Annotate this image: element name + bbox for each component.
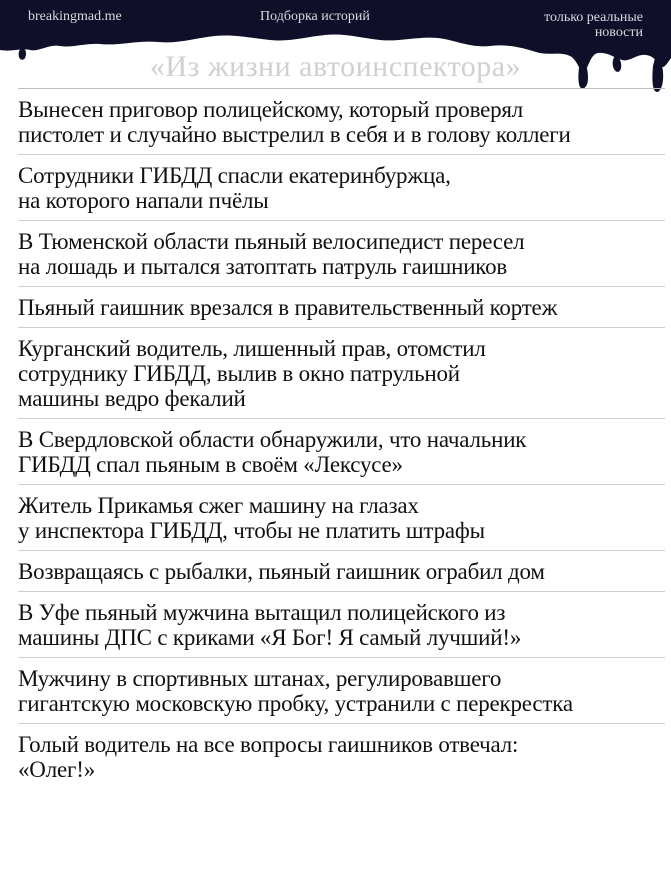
site-name: breakingmad.me bbox=[28, 9, 122, 24]
tagline: только реальные новости bbox=[544, 10, 643, 40]
page-title: «Из жизни автоинспектора» bbox=[149, 50, 522, 83]
story-item: Курганский водитель, лишенный прав, отомстил сотруднику ГИБДД, вылив в окно патрульной машины ведро фекалий bbox=[18, 327, 665, 418]
story-item: В Тюменской области пьяный велосипедист пересел на лошадь и пытался затоптать патруль гаишников bbox=[18, 220, 665, 286]
story-item: Пьяный гаишник врезался в правительственный кортеж bbox=[18, 286, 665, 327]
story-item: Житель Прикамья сжег машину на глазах у инспектора ГИБДД, чтобы не платить штрафы bbox=[18, 484, 665, 550]
story-list bbox=[0, 88, 671, 789]
story-item: Сотрудники ГИБДД спасли екатеринбуржца, на которого напали пчёлы bbox=[18, 154, 665, 220]
story-item: Вынесен приговор полицейскому, который проверял пистолет и случайно выстрелил в себя и в голову коллеги bbox=[18, 88, 665, 154]
story-item: Возвращаясь с рыбалки, пьяный гаишник ограбил дом bbox=[18, 550, 665, 591]
story-item: Голый водитель на все вопросы гаишников отвечал: «Олег!» bbox=[18, 723, 665, 789]
story-item: В Уфе пьяный мужчина вытащил полицейского из машины ДПС с криками «Я Бог! Я самый лучший!» bbox=[18, 591, 665, 657]
story-item: В Свердловской области обнаружили, что начальник ГИБДД спал пьяным в своём «Лексусе» bbox=[18, 418, 665, 484]
story-item: Мужчину в спортивных штанах, регулировавшего гигантскую московскую пробку, устранили с перекрестка bbox=[18, 657, 665, 723]
collection-label: Подборка историй bbox=[260, 9, 370, 24]
header-banner bbox=[0, 0, 671, 96]
